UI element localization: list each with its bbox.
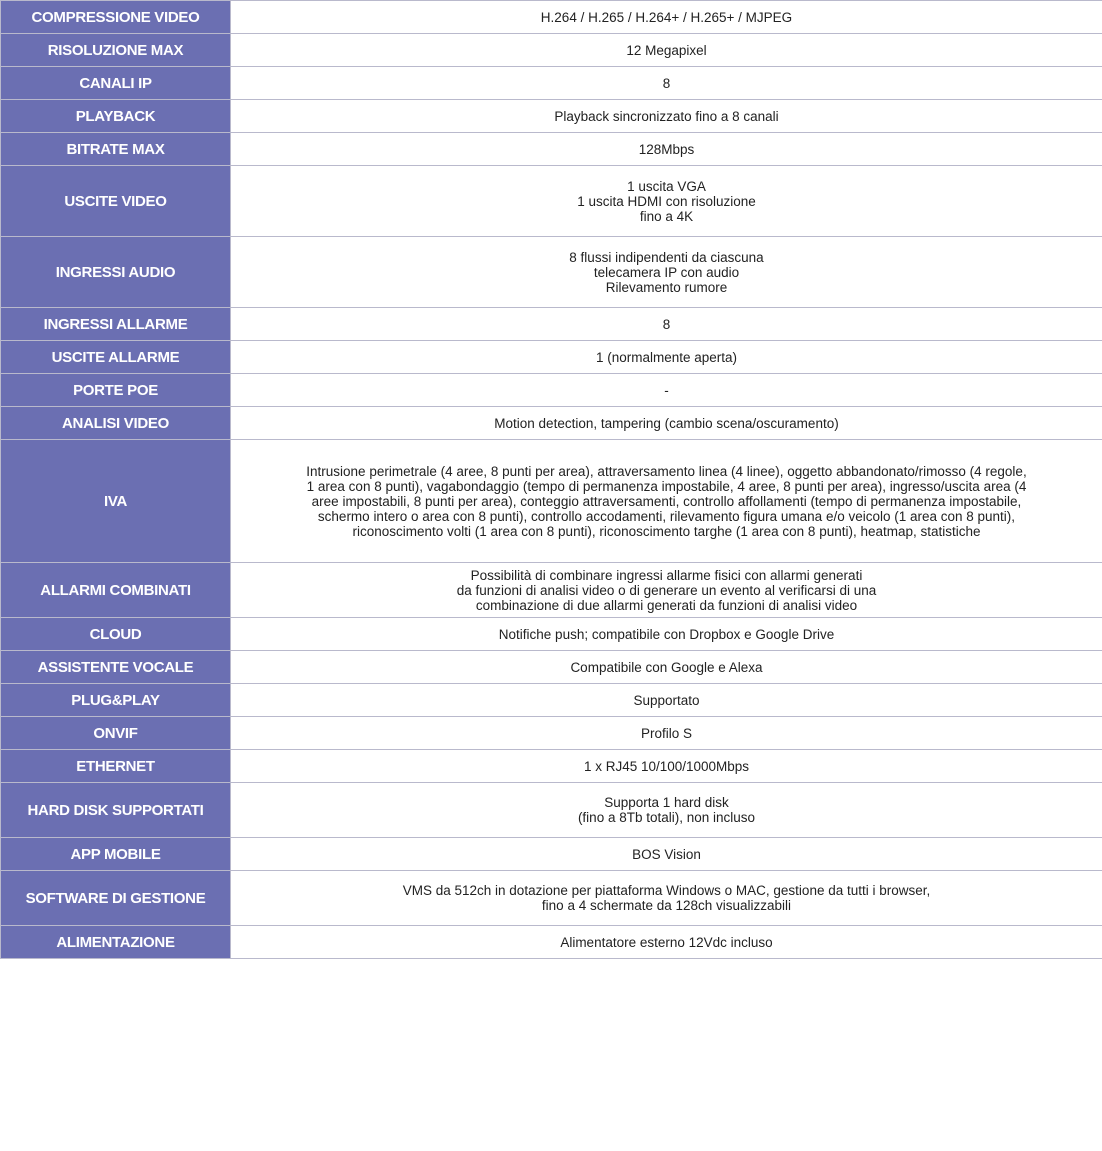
spec-label: INGRESSI ALLARME bbox=[1, 308, 231, 341]
spec-value: 8 bbox=[231, 308, 1102, 341]
spec-label: SOFTWARE DI GESTIONE bbox=[1, 871, 231, 926]
spec-label: ANALISI VIDEO bbox=[1, 407, 231, 440]
spec-row bbox=[1, 341, 1102, 374]
spec-label: USCITE VIDEO bbox=[1, 166, 231, 237]
spec-label: ALIMENTAZIONE bbox=[1, 926, 231, 959]
spec-value: Possibilità di combinare ingressi allarme fisici con allarmi generati da funzioni di analisi video o di generare un evento al verificarsi di una combinazione di due allarmi generati da funzioni di analisi video bbox=[231, 563, 1102, 618]
spec-label: HARD DISK SUPPORTATI bbox=[1, 783, 231, 838]
spec-value: VMS da 512ch in dotazione per piattaforma Windows o MAC, gestione da tutti i browser, fino a 4 schermate da 128ch visualizzabili bbox=[231, 871, 1102, 926]
spec-row bbox=[1, 563, 1102, 618]
spec-value: Compatibile con Google e Alexa bbox=[231, 651, 1102, 684]
spec-row bbox=[1, 374, 1102, 407]
spec-value: Alimentatore esterno 12Vdc incluso bbox=[231, 926, 1102, 959]
spec-value: Supportato bbox=[231, 684, 1102, 717]
spec-row bbox=[1, 783, 1102, 838]
spec-value: Intrusione perimetrale (4 aree, 8 punti per area), attraversamento linea (4 linee), oggetto abbandonato/rimosso (4 regole, 1 area con 8 punti), vagabondaggio (tempo di permanenza impostabile, 4 aree, 8 punti per area), ingresso/uscita area (4 aree impostabili, 8 punti per area), conteggio attraversamenti, controllo affollamenti (tempo di permanenza impostabile, schermo intero o area con 8 punti), controllo accodamenti, rilevamento figura umana e/o veicolo (1 area con 8 punti), riconoscimento volti (1 area con 8 punti), riconoscimento targhe (1 area con 8 punti), heatmap, statistiche bbox=[231, 440, 1102, 563]
spec-value: Notifiche push; compatibile con Dropbox e Google Drive bbox=[231, 618, 1102, 651]
spec-value: - bbox=[231, 374, 1102, 407]
spec-label: INGRESSI AUDIO bbox=[1, 237, 231, 308]
spec-row bbox=[1, 871, 1102, 926]
spec-row bbox=[1, 717, 1102, 750]
spec-row bbox=[1, 308, 1102, 341]
spec-value: Playback sincronizzato fino a 8 canali bbox=[231, 100, 1102, 133]
spec-row bbox=[1, 1, 1102, 34]
spec-value: Profilo S bbox=[231, 717, 1102, 750]
spec-value: 8 bbox=[231, 67, 1102, 100]
spec-label: BITRATE MAX bbox=[1, 133, 231, 166]
spec-label: PORTE POE bbox=[1, 374, 231, 407]
spec-label: RISOLUZIONE MAX bbox=[1, 34, 231, 67]
spec-value: 1 x RJ45 10/100/1000Mbps bbox=[231, 750, 1102, 783]
spec-label: ALLARMI COMBINATI bbox=[1, 563, 231, 618]
spec-value: Motion detection, tampering (cambio scena/oscuramento) bbox=[231, 407, 1102, 440]
spec-row bbox=[1, 651, 1102, 684]
spec-value: H.264 / H.265 / H.264+ / H.265+ / MJPEG bbox=[231, 1, 1102, 34]
spec-label: CANALI IP bbox=[1, 67, 231, 100]
spec-value: 128Mbps bbox=[231, 133, 1102, 166]
spec-row bbox=[1, 237, 1102, 308]
spec-label: USCITE ALLARME bbox=[1, 341, 231, 374]
spec-value: Supporta 1 hard disk (fino a 8Tb totali), non incluso bbox=[231, 783, 1102, 838]
spec-row bbox=[1, 133, 1102, 166]
spec-row bbox=[1, 926, 1102, 959]
spec-value: BOS Vision bbox=[231, 838, 1102, 871]
spec-label: COMPRESSIONE VIDEO bbox=[1, 1, 231, 34]
spec-label: CLOUD bbox=[1, 618, 231, 651]
spec-table-body bbox=[1, 1, 1102, 959]
spec-value: 1 uscita VGA 1 uscita HDMI con risoluzione fino a 4K bbox=[231, 166, 1102, 237]
spec-label: ETHERNET bbox=[1, 750, 231, 783]
spec-label: ONVIF bbox=[1, 717, 231, 750]
spec-label: APP MOBILE bbox=[1, 838, 231, 871]
spec-row bbox=[1, 34, 1102, 67]
spec-row bbox=[1, 100, 1102, 133]
spec-row bbox=[1, 67, 1102, 100]
spec-row bbox=[1, 440, 1102, 563]
spec-label: PLUG&PLAY bbox=[1, 684, 231, 717]
spec-row bbox=[1, 618, 1102, 651]
spec-row bbox=[1, 407, 1102, 440]
spec-label: ASSISTENTE VOCALE bbox=[1, 651, 231, 684]
spec-label: PLAYBACK bbox=[1, 100, 231, 133]
spec-row bbox=[1, 838, 1102, 871]
spec-row bbox=[1, 166, 1102, 237]
spec-value: 12 Megapixel bbox=[231, 34, 1102, 67]
spec-row bbox=[1, 684, 1102, 717]
spec-label: IVA bbox=[1, 440, 231, 563]
spec-value: 8 flussi indipendenti da ciascuna telecamera IP con audio Rilevamento rumore bbox=[231, 237, 1102, 308]
spec-value: 1 (normalmente aperta) bbox=[231, 341, 1102, 374]
spec-row bbox=[1, 750, 1102, 783]
